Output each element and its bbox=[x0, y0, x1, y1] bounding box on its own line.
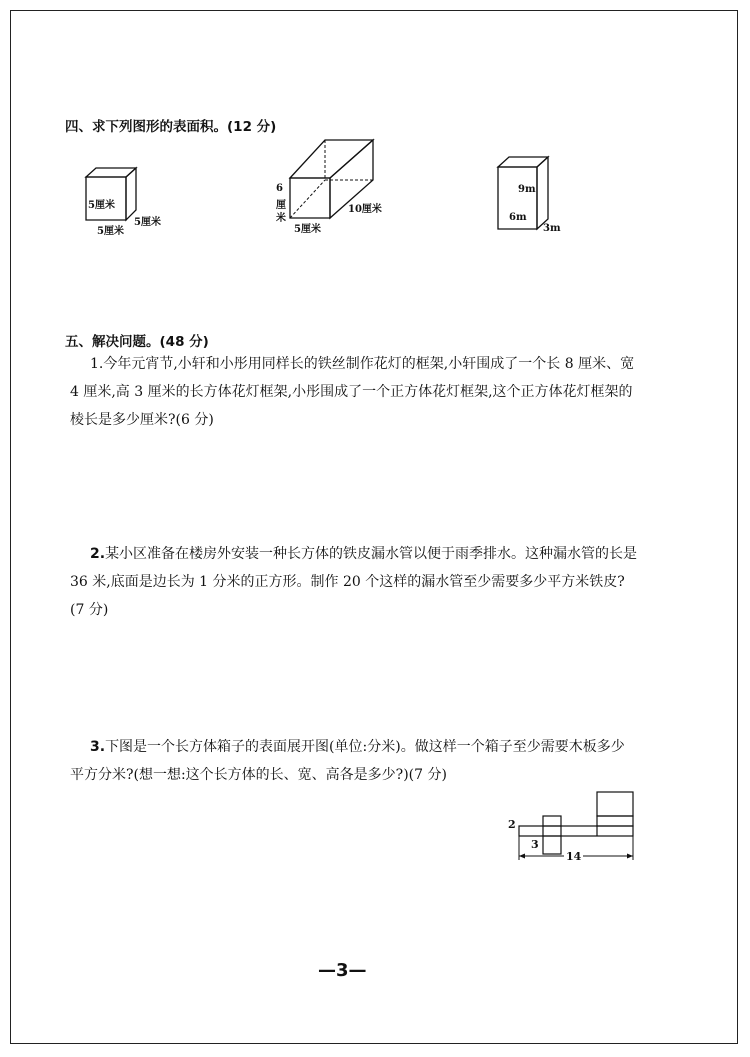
cube-side-label: 5厘米 bbox=[134, 217, 161, 228]
cuboid-height-label-3: 米 bbox=[276, 213, 286, 224]
question-3-number: 3. bbox=[90, 739, 106, 755]
cuboid-height-label-2: 厘 bbox=[276, 200, 286, 211]
question-2-text: 某小区准备在楼房外安装一种长方体的铁皮漏水管以便于雨季排水。这种漏水管的长是 36 米,底面是边长为 1 分米的正方形。制作 20 个这样的漏水管至少需要多少平方米铁皮?(7 分) bbox=[70, 546, 638, 618]
question-1-text: 今年元宵节,小轩和小彤用同样长的铁丝制作花灯的框架,小轩围成了一个长 8 厘米、宽 4 厘米,高 3 厘米的长方体花灯框架,小彤围成了一个正方体花灯框架,这个正方体花灯框架的棱长是多少厘米?(6 分) bbox=[70, 356, 635, 428]
tall-box-depth-label: 3m bbox=[543, 223, 561, 234]
question-1 bbox=[70, 350, 638, 434]
cube-bottom-label: 5厘米 bbox=[97, 226, 124, 237]
question-2-number: 2. bbox=[90, 546, 106, 562]
cube-front-label: 5厘米 bbox=[88, 200, 115, 211]
cuboid-length-label: 10厘米 bbox=[348, 204, 382, 215]
page-number: —3— bbox=[318, 960, 367, 981]
net-label-2: 2 bbox=[508, 818, 516, 831]
question-2 bbox=[70, 540, 638, 624]
cuboid-width-label: 5厘米 bbox=[294, 224, 321, 235]
question-3-text: 下图是一个长方体箱子的表面展开图(单位:分米)。做这样一个箱子至少需要木板多少平方分米?(想一想:这个长方体的长、宽、高各是多少?)(7 分) bbox=[70, 739, 625, 783]
tall-box-width-label: 6m bbox=[509, 212, 527, 223]
tall-box-height-label: 9m bbox=[518, 184, 536, 195]
question-3 bbox=[70, 733, 638, 789]
net-label-3: 3 bbox=[531, 838, 539, 851]
net-label-14: 14 bbox=[566, 850, 582, 863]
section-5-heading: 五、解决问题。(48 分) bbox=[65, 334, 209, 350]
section-4-heading: 四、求下列图形的表面积。(12 分) bbox=[65, 119, 277, 135]
cuboid-height-label-1: 6 bbox=[276, 183, 283, 194]
question-1-number: 1. bbox=[90, 356, 104, 372]
